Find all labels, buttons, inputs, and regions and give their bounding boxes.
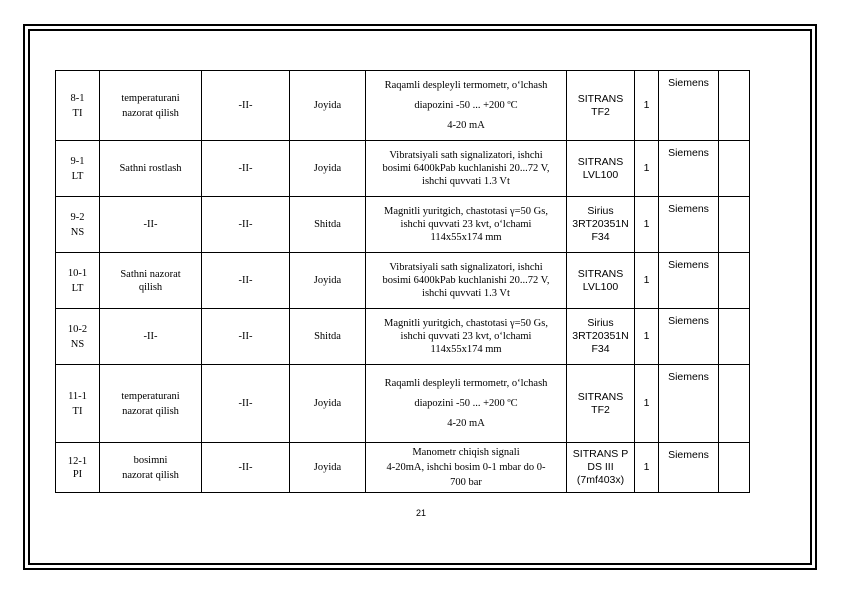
place-cell: Shitda [290, 197, 366, 253]
blank-cell [719, 443, 750, 493]
quantity-cell: 1 [635, 141, 659, 197]
blank-cell [719, 309, 750, 365]
blank-cell [719, 197, 750, 253]
manufacturer-cell: Siemens [659, 197, 719, 253]
ii-cell: -II- [202, 253, 290, 309]
place-cell: Joyida [290, 71, 366, 141]
place-cell: Joyida [290, 141, 366, 197]
ii-cell: -II- [202, 71, 290, 141]
position-cell: 8-1 TI [56, 71, 100, 141]
table-row [56, 309, 750, 365]
quantity-cell: 1 [635, 309, 659, 365]
function-cell: temperaturani nazorat qilish [100, 71, 202, 141]
function-cell: temperaturani nazorat qilish [100, 365, 202, 443]
blank-cell [719, 365, 750, 443]
position-cell: 9-2 NS [56, 197, 100, 253]
function-cell: bosimni nazorat qilish [100, 443, 202, 493]
description-cell: Raqamli despleyli termometr, o‘lchash diapozini -50 ... +200 ºC 4-20 mA [366, 71, 567, 141]
place-cell: Joyida [290, 365, 366, 443]
position-cell: 12-1 PI [56, 443, 100, 493]
page-number: 21 [415, 508, 426, 518]
function-cell: Sathni rostlash [100, 141, 202, 197]
quantity-cell: 1 [635, 365, 659, 443]
model-cell: SITRANS LVL100 [567, 141, 635, 197]
ii-cell: -II- [202, 309, 290, 365]
table-row [56, 443, 750, 493]
model-cell: SITRANS TF2 [567, 365, 635, 443]
model-cell: SITRANS TF2 [567, 71, 635, 141]
position-cell: 9-1 LT [56, 141, 100, 197]
description-cell: Manometr chiqish signali 4-20mA, ishchi bosim 0-1 mbar do 0- 700 bar [366, 443, 567, 493]
position-cell: 10-1 LT [56, 253, 100, 309]
place-cell: Joyida [290, 253, 366, 309]
ii-cell: -II- [202, 197, 290, 253]
quantity-cell: 1 [635, 253, 659, 309]
manufacturer-cell: Siemens [659, 141, 719, 197]
model-cell: Sirius 3RT20351N F34 [567, 309, 635, 365]
description-cell: Vibratsiyali sath signalizatori, ishchi bosimi 6400kPab kuchlanishi 20...72 V, ishchi quvvati 1.3 Vt [366, 141, 567, 197]
ii-cell: -II- [202, 365, 290, 443]
blank-cell [719, 253, 750, 309]
table-row [56, 365, 750, 443]
description-cell: Magnitli yuritgich, chastotasi γ=50 Gs, ishchi quvvati 23 kvt, o‘lchami 114x55x174 mm [366, 197, 567, 253]
function-cell: -II- [100, 197, 202, 253]
place-cell: Shitda [290, 309, 366, 365]
ii-cell: -II- [202, 443, 290, 493]
position-cell: 11-1 TI [56, 365, 100, 443]
table-row [56, 197, 750, 253]
table-row [56, 71, 750, 141]
model-cell: Sirius 3RT20351N F34 [567, 197, 635, 253]
description-cell: Magnitli yuritgich, chastotasi γ=50 Gs, ishchi quvvati 23 kvt, o‘lchami 114x55x174 mm [366, 309, 567, 365]
place-cell: Joyida [290, 443, 366, 493]
quantity-cell: 1 [635, 197, 659, 253]
equipment-spec-table [55, 70, 750, 493]
table-row [56, 253, 750, 309]
manufacturer-cell: Siemens [659, 309, 719, 365]
function-cell: Sathni nazorat qilish [100, 253, 202, 309]
manufacturer-cell: Siemens [659, 253, 719, 309]
model-cell: SITRANS P DS III (7mf403x) [567, 443, 635, 493]
description-cell: Vibratsiyali sath signalizatori, ishchi bosimi 6400kPab kuchlanishi 20...72 V, ishchi quvvati 1.3 Vt [366, 253, 567, 309]
model-cell: SITRANS LVL100 [567, 253, 635, 309]
quantity-cell: 1 [635, 443, 659, 493]
function-cell: -II- [100, 309, 202, 365]
quantity-cell: 1 [635, 71, 659, 141]
manufacturer-cell: Siemens [659, 71, 719, 141]
manufacturer-cell: Siemens [659, 365, 719, 443]
blank-cell [719, 141, 750, 197]
ii-cell: -II- [202, 141, 290, 197]
position-cell: 10-2 NS [56, 309, 100, 365]
blank-cell [719, 71, 750, 141]
description-cell: Raqamli despleyli termometr, o‘lchash diapozini -50 ... +200 ºC 4-20 mA [366, 365, 567, 443]
manufacturer-cell: Siemens [659, 443, 719, 493]
table-row [56, 141, 750, 197]
